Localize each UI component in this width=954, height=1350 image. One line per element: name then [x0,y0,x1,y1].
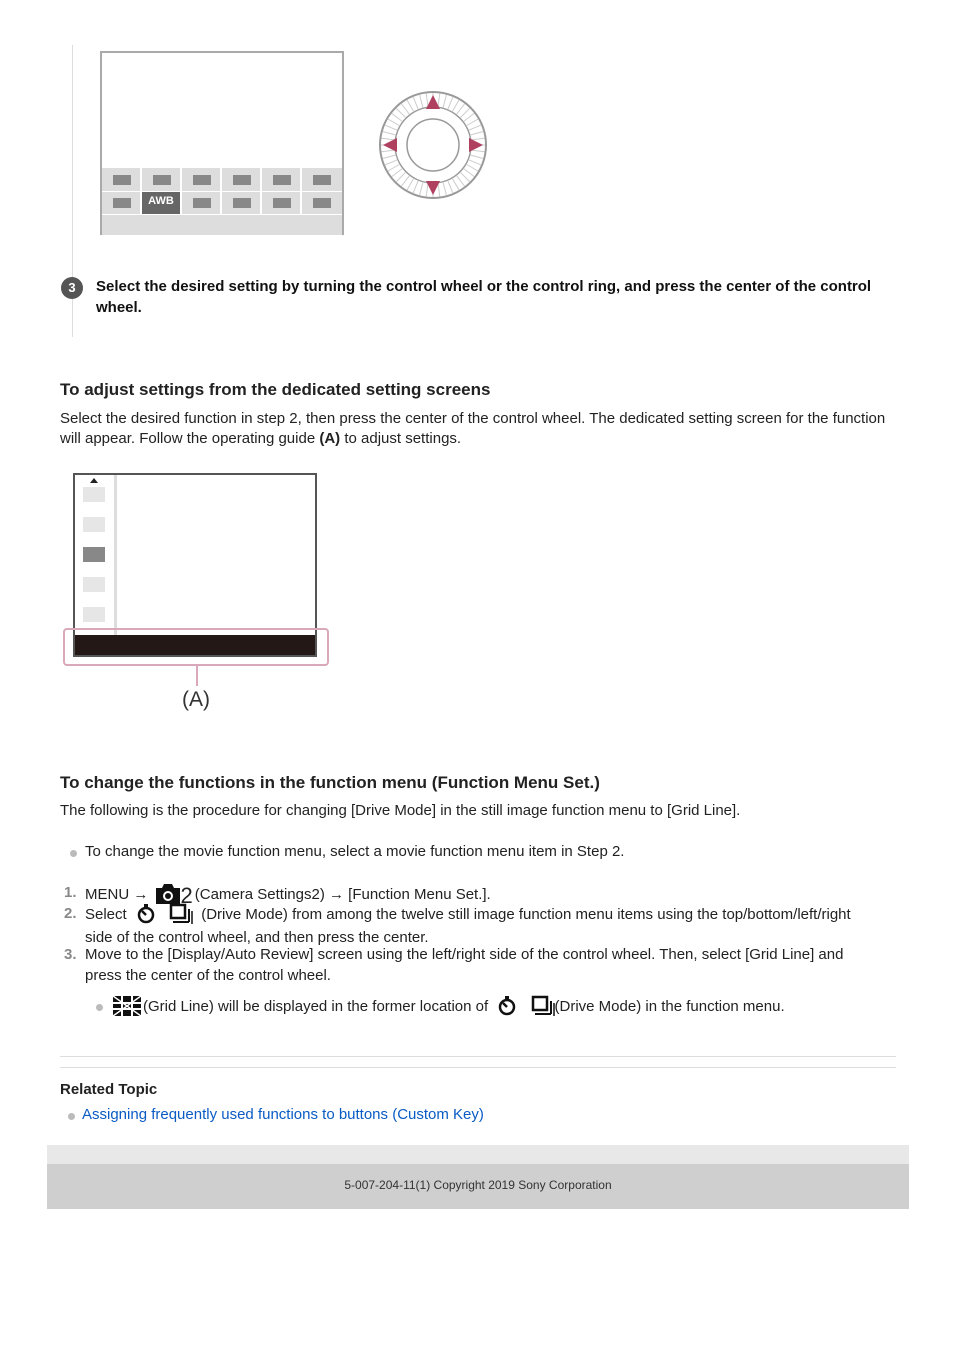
function-menu-footer-bar [102,215,342,235]
menu-cell [302,192,342,214]
grid-line-icon [113,996,141,1016]
dedicated-screens-paragraph: Select the desired function in step 2, then press the center of the control wheel. The dedicated setting screen for the function will appear. Follow the operating guide (A) to adjust settings. [60,410,886,447]
control-wheel-icon [378,90,488,200]
menu-cell [222,168,262,191]
procedure-step-1: MENU → 2 (Camera Settings2) → [Function Menu Set.]. [85,883,491,908]
menu-cell [102,192,142,214]
setting-item-selected [83,547,105,562]
menu-cell [182,192,222,214]
setting-item [83,577,105,592]
setting-list-column [75,475,117,635]
setting-item [83,607,105,622]
bullet-icon [70,850,77,857]
function-menu-intro: The following is the procedure for changing [Drive Mode] in the still image function menu to [Grid Line]. [60,802,741,819]
related-topic-link-custom-key[interactable]: Assigning frequently used functions to buttons (Custom Key) [82,1106,484,1123]
step-3-badge: 3 [61,277,83,299]
camera-settings-icon-number: 2 [180,883,193,908]
menu-cell [302,168,342,191]
function-menu-row-bottom [102,192,342,214]
footer-top-band [47,1145,909,1164]
callout-label-a: (A) [182,688,210,711]
setting-item [83,517,105,532]
step-number-3: 3. [64,946,77,963]
continuous-shooting-icon [531,995,555,1017]
self-timer-icon [135,903,157,925]
continuous-shooting-icon [169,903,193,925]
bullet-icon [96,1004,103,1011]
procedure-step-2: Select (Drive Mode) from among the twelve still image function menu items using the top/bottom/left/right side of the control wheel, and then press the center. [85,903,851,948]
step-number-1: 1. [64,884,77,901]
step-3-text: Select the desired setting by turning the control wheel or the control ring, and press the center of the control wheel. [96,278,872,316]
callout-line [196,666,198,686]
awb-menu-cell-selected [142,192,182,214]
grid-line-result-note: (Grid Line) will be displayed in the former location of (Drive Mode) in the function menu. [113,995,785,1019]
operating-guide-highlight [63,628,329,666]
procedure-step-3: Move to the [Display/Auto Review] screen using the left/right side of the control wheel. Then, select [Grid Line] and press the center of the control wheel. [85,946,844,984]
menu-cell [182,168,222,191]
section-heading-function-menu-set: To change the functions in the function menu (Function Menu Set.) [60,773,600,792]
step-number-2: 2. [64,905,77,922]
menu-cell [222,192,262,214]
bullet-icon [68,1113,75,1120]
menu-cell [262,192,302,214]
menu-cell [102,168,142,191]
menu-cell [142,168,182,191]
divider [60,1067,896,1068]
setting-item [83,487,105,502]
scroll-up-icon [90,478,98,483]
awb-label: AWB [148,195,174,207]
divider [60,1056,896,1057]
self-timer-icon [496,995,518,1017]
section-heading-dedicated-screens: To adjust settings from the dedicated setting screens [60,380,491,399]
function-menu-row-top [102,168,342,191]
function-menu-screen-illustration [100,51,344,235]
copyright-text: 5-007-204-11(1) Copyright 2019 Sony Corporation [344,1178,612,1192]
footer [47,1164,909,1209]
movie-menu-note: To change the movie function menu, select a movie function menu item in Step 2. [85,843,625,860]
related-topic-heading: Related Topic [60,1081,158,1098]
menu-cell [262,168,302,191]
